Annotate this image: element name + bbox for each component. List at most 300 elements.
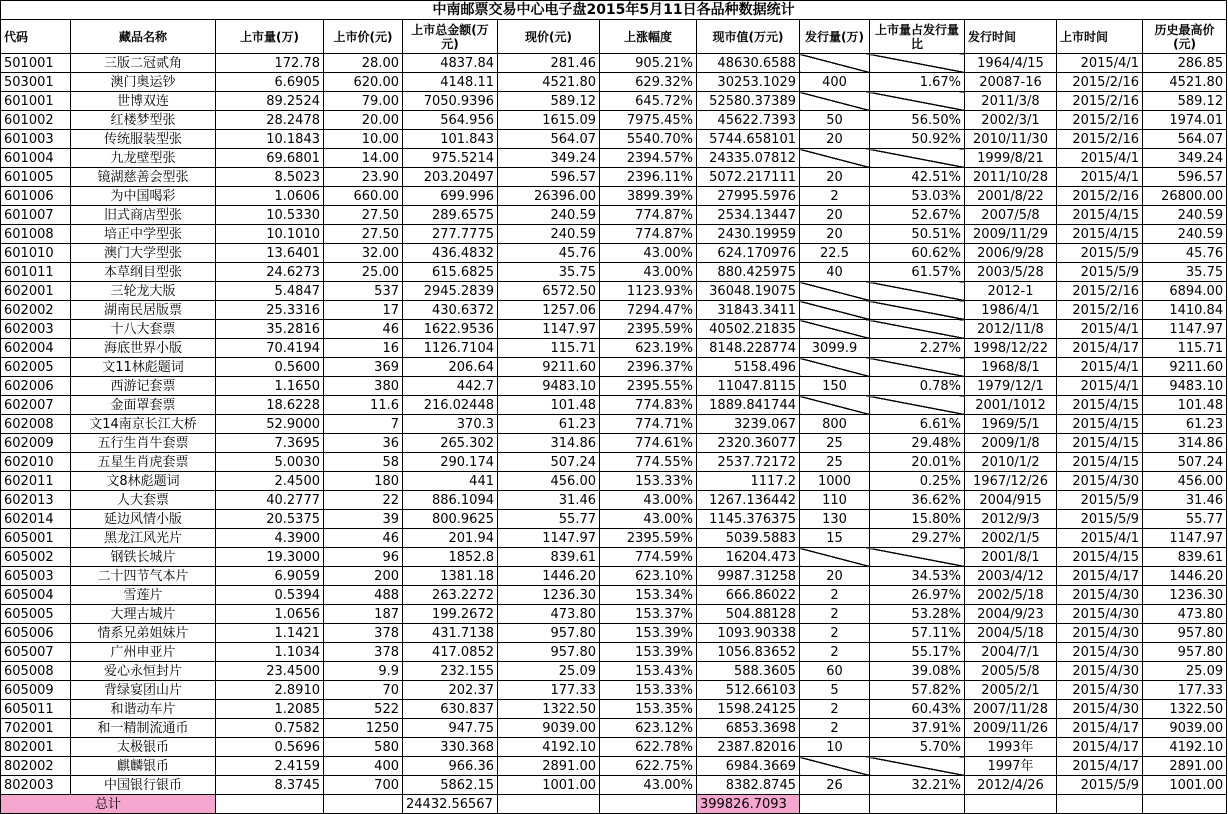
ratio-cell[interactable]: 56.50% — [870, 111, 965, 130]
listing-qty-cell[interactable]: 0.7582 — [216, 719, 324, 738]
code-cell[interactable]: 605008 — [1, 662, 71, 681]
rise-cell[interactable]: 153.34% — [600, 586, 697, 605]
issue-qty-cell[interactable]: 20 — [800, 567, 870, 586]
listing-date-cell[interactable]: 2015/2/16 — [1057, 301, 1143, 320]
high-price-cell[interactable]: 35.75 — [1143, 263, 1227, 282]
market-value-cell[interactable]: 2387.82016 — [697, 738, 800, 757]
listing-qty-cell[interactable]: 18.6228 — [216, 396, 324, 415]
high-price-cell[interactable]: 26800.00 — [1143, 187, 1227, 206]
market-value-cell[interactable]: 6853.3698 — [697, 719, 800, 738]
listing-amount-cell[interactable]: 4148.11 — [403, 73, 498, 92]
ratio-cell[interactable]: 26.97% — [870, 586, 965, 605]
ratio-cell[interactable]: 57.82% — [870, 681, 965, 700]
issue-date-cell[interactable]: 2009/11/26 — [965, 719, 1057, 738]
code-cell[interactable]: 802003 — [1, 776, 71, 795]
issue-date-cell[interactable]: 2005/5/8 — [965, 662, 1057, 681]
market-value-cell[interactable]: 504.88128 — [697, 605, 800, 624]
high-price-cell[interactable]: 4192.10 — [1143, 738, 1227, 757]
ratio-cell[interactable]: 2.27% — [870, 339, 965, 358]
issue-qty-cell[interactable]: 110 — [800, 491, 870, 510]
market-value-cell[interactable]: 24335.07812 — [697, 149, 800, 168]
name-cell[interactable]: 情系兄弟姐妹片 — [71, 624, 216, 643]
market-value-cell[interactable]: 5039.5883 — [697, 529, 800, 548]
listing-qty-cell[interactable]: 13.6401 — [216, 244, 324, 263]
ratio-cell[interactable] — [870, 548, 965, 567]
listing-price-cell[interactable]: 180 — [324, 472, 403, 491]
listing-amount-cell[interactable]: 289.6575 — [403, 206, 498, 225]
code-cell[interactable]: 601006 — [1, 187, 71, 206]
issue-qty-cell[interactable]: 60 — [800, 662, 870, 681]
listing-qty-cell[interactable]: 20.5375 — [216, 510, 324, 529]
issue-date-cell[interactable]: 2001/8/1 — [965, 548, 1057, 567]
market-value-cell[interactable]: 36048.19075 — [697, 282, 800, 301]
rise-cell[interactable]: 7294.47% — [600, 301, 697, 320]
ratio-cell[interactable]: 20.01% — [870, 453, 965, 472]
current-price-cell[interactable]: 4521.80 — [498, 73, 600, 92]
high-price-cell[interactable]: 9039.00 — [1143, 719, 1227, 738]
listing-price-cell[interactable]: 9.9 — [324, 662, 403, 681]
listing-price-cell[interactable]: 70 — [324, 681, 403, 700]
listing-qty-cell[interactable]: 8.5023 — [216, 168, 324, 187]
listing-qty-cell[interactable]: 23.4500 — [216, 662, 324, 681]
name-cell[interactable]: 旧式商店型张 — [71, 206, 216, 225]
listing-amount-cell[interactable]: 101.843 — [403, 130, 498, 149]
listing-qty-cell[interactable]: 6.9059 — [216, 567, 324, 586]
issue-qty-cell[interactable]: 40 — [800, 263, 870, 282]
current-price-cell[interactable]: 507.24 — [498, 453, 600, 472]
listing-qty-cell[interactable]: 10.1843 — [216, 130, 324, 149]
ratio-cell[interactable] — [870, 301, 965, 320]
market-value-cell[interactable]: 1145.376375 — [697, 510, 800, 529]
name-cell[interactable]: 镜湖慈善会型张 — [71, 168, 216, 187]
name-cell[interactable]: 五星生肖虎套票 — [71, 453, 216, 472]
listing-price-cell[interactable]: 369 — [324, 358, 403, 377]
ratio-cell[interactable]: 60.62% — [870, 244, 965, 263]
total-amount[interactable]: 24432.56567 — [403, 795, 498, 814]
issue-qty-cell[interactable]: 400 — [800, 73, 870, 92]
code-cell[interactable]: 702001 — [1, 719, 71, 738]
name-cell[interactable]: 湖南民居版票 — [71, 301, 216, 320]
high-price-cell[interactable]: 1410.84 — [1143, 301, 1227, 320]
code-cell[interactable]: 602010 — [1, 453, 71, 472]
listing-amount-cell[interactable]: 436.4832 — [403, 244, 498, 263]
listing-amount-cell[interactable]: 1126.7104 — [403, 339, 498, 358]
ratio-cell[interactable]: 50.51% — [870, 225, 965, 244]
ratio-cell[interactable]: 52.67% — [870, 206, 965, 225]
listing-date-cell[interactable]: 2015/4/30 — [1057, 586, 1143, 605]
name-cell[interactable]: 西游记套票 — [71, 377, 216, 396]
listing-qty-cell[interactable]: 2.8910 — [216, 681, 324, 700]
rise-cell[interactable]: 774.87% — [600, 225, 697, 244]
listing-amount-cell[interactable]: 1381.18 — [403, 567, 498, 586]
listing-amount-cell[interactable]: 5862.15 — [403, 776, 498, 795]
listing-date-cell[interactable]: 2015/4/30 — [1057, 700, 1143, 719]
current-price-cell[interactable]: 2891.00 — [498, 757, 600, 776]
high-price-cell[interactable]: 957.80 — [1143, 624, 1227, 643]
listing-qty-cell[interactable]: 28.2478 — [216, 111, 324, 130]
listing-qty-cell[interactable]: 7.3695 — [216, 434, 324, 453]
listing-amount-cell[interactable]: 699.996 — [403, 187, 498, 206]
listing-price-cell[interactable]: 25.00 — [324, 263, 403, 282]
high-price-cell[interactable]: 1974.01 — [1143, 111, 1227, 130]
listing-date-cell[interactable]: 2015/4/17 — [1057, 757, 1143, 776]
high-price-cell[interactable]: 9483.10 — [1143, 377, 1227, 396]
listing-qty-cell[interactable]: 6.6905 — [216, 73, 324, 92]
empty-cell[interactable] — [965, 795, 1057, 814]
high-price-cell[interactable]: 2891.00 — [1143, 757, 1227, 776]
code-cell[interactable]: 602013 — [1, 491, 71, 510]
name-cell[interactable]: 二十四节气本片 — [71, 567, 216, 586]
market-value-cell[interactable]: 1889.841744 — [697, 396, 800, 415]
listing-price-cell[interactable]: 20.00 — [324, 111, 403, 130]
ratio-cell[interactable]: 42.51% — [870, 168, 965, 187]
high-price-cell[interactable]: 4521.80 — [1143, 73, 1227, 92]
rise-cell[interactable]: 1123.93% — [600, 282, 697, 301]
issue-date-cell[interactable]: 1979/12/1 — [965, 377, 1057, 396]
issue-qty-cell[interactable] — [800, 92, 870, 111]
code-cell[interactable]: 601007 — [1, 206, 71, 225]
current-price-cell[interactable]: 9483.10 — [498, 377, 600, 396]
market-value-cell[interactable]: 11047.8115 — [697, 377, 800, 396]
listing-price-cell[interactable]: 79.00 — [324, 92, 403, 111]
code-cell[interactable]: 602002 — [1, 301, 71, 320]
name-cell[interactable]: 本草纲目型张 — [71, 263, 216, 282]
code-cell[interactable]: 605001 — [1, 529, 71, 548]
ratio-cell[interactable] — [870, 757, 965, 776]
listing-date-cell[interactable]: 2015/4/17 — [1057, 719, 1143, 738]
listing-price-cell[interactable]: 22 — [324, 491, 403, 510]
name-cell[interactable]: 人大套票 — [71, 491, 216, 510]
name-cell[interactable]: 广州申亚片 — [71, 643, 216, 662]
high-price-cell[interactable]: 240.59 — [1143, 225, 1227, 244]
name-cell[interactable]: 延边风情小版 — [71, 510, 216, 529]
empty-cell[interactable] — [1057, 795, 1143, 814]
issue-qty-cell[interactable]: 2 — [800, 719, 870, 738]
empty-cell[interactable] — [800, 795, 870, 814]
rise-cell[interactable]: 7975.45% — [600, 111, 697, 130]
code-cell[interactable]: 605007 — [1, 643, 71, 662]
rise-cell[interactable]: 3899.39% — [600, 187, 697, 206]
listing-qty-cell[interactable]: 1.0656 — [216, 605, 324, 624]
listing-price-cell[interactable]: 32.00 — [324, 244, 403, 263]
issue-qty-cell[interactable]: 50 — [800, 111, 870, 130]
listing-price-cell[interactable]: 378 — [324, 624, 403, 643]
listing-price-cell[interactable]: 23.90 — [324, 168, 403, 187]
name-cell[interactable]: 雪莲片 — [71, 586, 216, 605]
issue-date-cell[interactable]: 2002/1/5 — [965, 529, 1057, 548]
current-price-cell[interactable]: 115.71 — [498, 339, 600, 358]
high-price-cell[interactable]: 55.77 — [1143, 510, 1227, 529]
listing-price-cell[interactable]: 58 — [324, 453, 403, 472]
market-value-cell[interactable]: 48630.6588 — [697, 54, 800, 73]
code-cell[interactable]: 605003 — [1, 567, 71, 586]
market-value-cell[interactable]: 666.86022 — [697, 586, 800, 605]
name-cell[interactable]: 和谐动车片 — [71, 700, 216, 719]
code-cell[interactable]: 605011 — [1, 700, 71, 719]
issue-date-cell[interactable]: 2010/1/2 — [965, 453, 1057, 472]
empty-cell[interactable] — [870, 795, 965, 814]
listing-qty-cell[interactable]: 2.4500 — [216, 472, 324, 491]
sheet-title[interactable]: 中南邮票交易中心电子盘2015年5月11日各品种数据统计 — [1, 1, 1227, 20]
listing-price-cell[interactable]: 17 — [324, 301, 403, 320]
ratio-cell[interactable] — [870, 358, 965, 377]
listing-amount-cell[interactable]: 330.368 — [403, 738, 498, 757]
listing-date-cell[interactable]: 2015/4/1 — [1057, 529, 1143, 548]
listing-amount-cell[interactable]: 232.155 — [403, 662, 498, 681]
rise-cell[interactable]: 2395.59% — [600, 529, 697, 548]
code-cell[interactable]: 602005 — [1, 358, 71, 377]
listing-date-cell[interactable]: 2015/4/1 — [1057, 168, 1143, 187]
listing-amount-cell[interactable]: 430.6372 — [403, 301, 498, 320]
name-cell[interactable]: 三轮龙大版 — [71, 282, 216, 301]
current-price-cell[interactable]: 45.76 — [498, 244, 600, 263]
listing-price-cell[interactable]: 400 — [324, 757, 403, 776]
listing-amount-cell[interactable]: 947.75 — [403, 719, 498, 738]
rise-cell[interactable]: 774.61% — [600, 434, 697, 453]
current-price-cell[interactable]: 240.59 — [498, 206, 600, 225]
listing-date-cell[interactable]: 2015/2/16 — [1057, 282, 1143, 301]
ratio-cell[interactable]: 34.53% — [870, 567, 965, 586]
market-value-cell[interactable]: 5072.217111 — [697, 168, 800, 187]
high-price-cell[interactable]: 6894.00 — [1143, 282, 1227, 301]
market-value-cell[interactable]: 624.170976 — [697, 244, 800, 263]
code-cell[interactable]: 605006 — [1, 624, 71, 643]
ratio-cell[interactable]: 0.78% — [870, 377, 965, 396]
rise-cell[interactable]: 623.12% — [600, 719, 697, 738]
current-price-cell[interactable]: 26396.00 — [498, 187, 600, 206]
listing-price-cell[interactable]: 11.6 — [324, 396, 403, 415]
listing-price-cell[interactable]: 1250 — [324, 719, 403, 738]
listing-price-cell[interactable]: 16 — [324, 339, 403, 358]
listing-amount-cell[interactable]: 886.1094 — [403, 491, 498, 510]
market-value-cell[interactable]: 27995.5976 — [697, 187, 800, 206]
code-cell[interactable]: 501001 — [1, 54, 71, 73]
issue-qty-cell[interactable] — [800, 149, 870, 168]
market-value-cell[interactable]: 2430.19959 — [697, 225, 800, 244]
ratio-cell[interactable] — [870, 320, 965, 339]
empty-cell[interactable] — [498, 795, 600, 814]
market-value-cell[interactable]: 2320.36077 — [697, 434, 800, 453]
rise-cell[interactable]: 774.71% — [600, 415, 697, 434]
listing-price-cell[interactable]: 10.00 — [324, 130, 403, 149]
issue-qty-cell[interactable]: 800 — [800, 415, 870, 434]
name-cell[interactable]: 黑龙江风光片 — [71, 529, 216, 548]
high-price-cell[interactable]: 507.24 — [1143, 453, 1227, 472]
current-price-cell[interactable]: 101.48 — [498, 396, 600, 415]
issue-qty-cell[interactable] — [800, 548, 870, 567]
issue-date-cell[interactable]: 2012/9/3 — [965, 510, 1057, 529]
high-price-cell[interactable]: 177.33 — [1143, 681, 1227, 700]
header-cell[interactable]: 发行时间 — [965, 20, 1057, 54]
issue-date-cell[interactable]: 2009/1/8 — [965, 434, 1057, 453]
ratio-cell[interactable]: 39.08% — [870, 662, 965, 681]
issue-date-cell[interactable]: 2004/915 — [965, 491, 1057, 510]
market-value-cell[interactable]: 880.425975 — [697, 263, 800, 282]
listing-price-cell[interactable]: 700 — [324, 776, 403, 795]
current-price-cell[interactable]: 314.86 — [498, 434, 600, 453]
listing-date-cell[interactable]: 2015/4/1 — [1057, 320, 1143, 339]
header-cell[interactable]: 上市价(元) — [324, 20, 403, 54]
issue-qty-cell[interactable]: 25 — [800, 434, 870, 453]
listing-qty-cell[interactable]: 172.78 — [216, 54, 324, 73]
market-value-cell[interactable]: 3239.067 — [697, 415, 800, 434]
listing-date-cell[interactable]: 2015/2/16 — [1057, 111, 1143, 130]
ratio-cell[interactable]: 57.11% — [870, 624, 965, 643]
high-price-cell[interactable]: 9211.60 — [1143, 358, 1227, 377]
listing-price-cell[interactable]: 378 — [324, 643, 403, 662]
market-value-cell[interactable]: 2534.13447 — [697, 206, 800, 225]
ratio-cell[interactable] — [870, 54, 965, 73]
ratio-cell[interactable]: 50.92% — [870, 130, 965, 149]
ratio-cell[interactable] — [870, 282, 965, 301]
code-cell[interactable]: 601005 — [1, 168, 71, 187]
rise-cell[interactable]: 43.00% — [600, 263, 697, 282]
market-value-cell[interactable]: 5158.496 — [697, 358, 800, 377]
listing-price-cell[interactable]: 580 — [324, 738, 403, 757]
listing-amount-cell[interactable]: 201.94 — [403, 529, 498, 548]
issue-qty-cell[interactable]: 2 — [800, 700, 870, 719]
issue-date-cell[interactable]: 1999/8/21 — [965, 149, 1057, 168]
name-cell[interactable]: 五行生肖牛套票 — [71, 434, 216, 453]
name-cell[interactable]: 钢铁长城片 — [71, 548, 216, 567]
high-price-cell[interactable]: 31.46 — [1143, 491, 1227, 510]
issue-date-cell[interactable]: 2001/8/22 — [965, 187, 1057, 206]
listing-qty-cell[interactable]: 10.5330 — [216, 206, 324, 225]
empty-cell[interactable] — [1143, 795, 1227, 814]
listing-qty-cell[interactable]: 25.3316 — [216, 301, 324, 320]
rise-cell[interactable]: 43.00% — [600, 510, 697, 529]
code-cell[interactable]: 601011 — [1, 263, 71, 282]
market-value-cell[interactable]: 8148.228774 — [697, 339, 800, 358]
listing-price-cell[interactable]: 488 — [324, 586, 403, 605]
name-cell[interactable]: 世博双连 — [71, 92, 216, 111]
issue-date-cell[interactable]: 2003/5/28 — [965, 263, 1057, 282]
issue-date-cell[interactable]: 1968/8/1 — [965, 358, 1057, 377]
ratio-cell[interactable]: 1.67% — [870, 73, 965, 92]
rise-cell[interactable]: 623.19% — [600, 339, 697, 358]
listing-price-cell[interactable]: 522 — [324, 700, 403, 719]
listing-qty-cell[interactable]: 1.0606 — [216, 187, 324, 206]
listing-date-cell[interactable]: 2015/4/1 — [1057, 149, 1143, 168]
rise-cell[interactable]: 2396.37% — [600, 358, 697, 377]
issue-date-cell[interactable]: 2007/11/28 — [965, 700, 1057, 719]
issue-qty-cell[interactable]: 15 — [800, 529, 870, 548]
listing-amount-cell[interactable]: 206.64 — [403, 358, 498, 377]
market-value-cell[interactable]: 9987.31258 — [697, 567, 800, 586]
market-value-cell[interactable]: 1267.136442 — [697, 491, 800, 510]
rise-cell[interactable]: 623.10% — [600, 567, 697, 586]
market-value-cell[interactable]: 52580.37389 — [697, 92, 800, 111]
listing-date-cell[interactable]: 2015/4/17 — [1057, 339, 1143, 358]
rise-cell[interactable]: 153.33% — [600, 681, 697, 700]
current-price-cell[interactable]: 9039.00 — [498, 719, 600, 738]
listing-qty-cell[interactable]: 19.3000 — [216, 548, 324, 567]
high-price-cell[interactable]: 286.85 — [1143, 54, 1227, 73]
rise-cell[interactable]: 645.72% — [600, 92, 697, 111]
rise-cell[interactable]: 43.00% — [600, 244, 697, 263]
header-cell[interactable]: 藏品名称 — [71, 20, 216, 54]
code-cell[interactable]: 602006 — [1, 377, 71, 396]
header-cell[interactable]: 发行量(万) — [800, 20, 870, 54]
listing-qty-cell[interactable]: 0.5696 — [216, 738, 324, 757]
ratio-cell[interactable] — [870, 396, 965, 415]
ratio-cell[interactable]: 53.28% — [870, 605, 965, 624]
listing-amount-cell[interactable]: 442.7 — [403, 377, 498, 396]
issue-date-cell[interactable]: 2010/11/30 — [965, 130, 1057, 149]
current-price-cell[interactable]: 25.09 — [498, 662, 600, 681]
listing-amount-cell[interactable]: 202.37 — [403, 681, 498, 700]
issue-date-cell[interactable]: 2004/9/23 — [965, 605, 1057, 624]
listing-price-cell[interactable]: 620.00 — [324, 73, 403, 92]
header-cell[interactable]: 上涨幅度 — [600, 20, 697, 54]
listing-qty-cell[interactable]: 69.6801 — [216, 149, 324, 168]
market-value-cell[interactable]: 1117.2 — [697, 472, 800, 491]
ratio-cell[interactable]: 36.62% — [870, 491, 965, 510]
listing-amount-cell[interactable]: 265.302 — [403, 434, 498, 453]
listing-amount-cell[interactable]: 370.3 — [403, 415, 498, 434]
listing-price-cell[interactable]: 200 — [324, 567, 403, 586]
market-value-cell[interactable]: 31843.3411 — [697, 301, 800, 320]
listing-amount-cell[interactable]: 417.0852 — [403, 643, 498, 662]
high-price-cell[interactable]: 1147.97 — [1143, 529, 1227, 548]
code-cell[interactable]: 503001 — [1, 73, 71, 92]
issue-qty-cell[interactable]: 20 — [800, 206, 870, 225]
ratio-cell[interactable]: 29.27% — [870, 529, 965, 548]
high-price-cell[interactable]: 1322.50 — [1143, 700, 1227, 719]
name-cell[interactable]: 太极银币 — [71, 738, 216, 757]
header-cell[interactable]: 现市值(万元) — [697, 20, 800, 54]
high-price-cell[interactable]: 61.23 — [1143, 415, 1227, 434]
listing-date-cell[interactable]: 2015/5/9 — [1057, 263, 1143, 282]
code-cell[interactable]: 605005 — [1, 605, 71, 624]
rise-cell[interactable]: 153.39% — [600, 624, 697, 643]
issue-date-cell[interactable]: 2012/11/8 — [965, 320, 1057, 339]
code-cell[interactable]: 602001 — [1, 282, 71, 301]
name-cell[interactable]: 三版二冠贰角 — [71, 54, 216, 73]
rise-cell[interactable]: 43.00% — [600, 491, 697, 510]
issue-date-cell[interactable]: 1967/12/26 — [965, 472, 1057, 491]
market-value-cell[interactable]: 1056.83652 — [697, 643, 800, 662]
listing-amount-cell[interactable]: 966.36 — [403, 757, 498, 776]
listing-date-cell[interactable]: 2015/4/15 — [1057, 225, 1143, 244]
listing-qty-cell[interactable]: 1.1421 — [216, 624, 324, 643]
name-cell[interactable]: 文11林彪题词 — [71, 358, 216, 377]
ratio-cell[interactable]: 5.70% — [870, 738, 965, 757]
listing-date-cell[interactable]: 2015/4/30 — [1057, 662, 1143, 681]
code-cell[interactable]: 602014 — [1, 510, 71, 529]
market-value-cell[interactable]: 16204.473 — [697, 548, 800, 567]
current-price-cell[interactable]: 349.24 — [498, 149, 600, 168]
rise-cell[interactable]: 5540.70% — [600, 130, 697, 149]
header-cell[interactable]: 历史最高价(元) — [1143, 20, 1227, 54]
listing-date-cell[interactable]: 2015/4/30 — [1057, 681, 1143, 700]
listing-qty-cell[interactable]: 89.2524 — [216, 92, 324, 111]
market-value-cell[interactable]: 6984.3669 — [697, 757, 800, 776]
rise-cell[interactable]: 2395.59% — [600, 320, 697, 339]
code-cell[interactable]: 602003 — [1, 320, 71, 339]
market-value-cell[interactable]: 512.66103 — [697, 681, 800, 700]
listing-amount-cell[interactable]: 199.2672 — [403, 605, 498, 624]
empty-cell[interactable] — [600, 795, 697, 814]
issue-date-cell[interactable]: 1969/5/1 — [965, 415, 1057, 434]
listing-amount-cell[interactable]: 800.9625 — [403, 510, 498, 529]
rise-cell[interactable]: 905.21% — [600, 54, 697, 73]
code-cell[interactable]: 601008 — [1, 225, 71, 244]
listing-price-cell[interactable]: 7 — [324, 415, 403, 434]
listing-price-cell[interactable]: 39 — [324, 510, 403, 529]
issue-qty-cell[interactable]: 150 — [800, 377, 870, 396]
issue-date-cell[interactable]: 2006/9/28 — [965, 244, 1057, 263]
